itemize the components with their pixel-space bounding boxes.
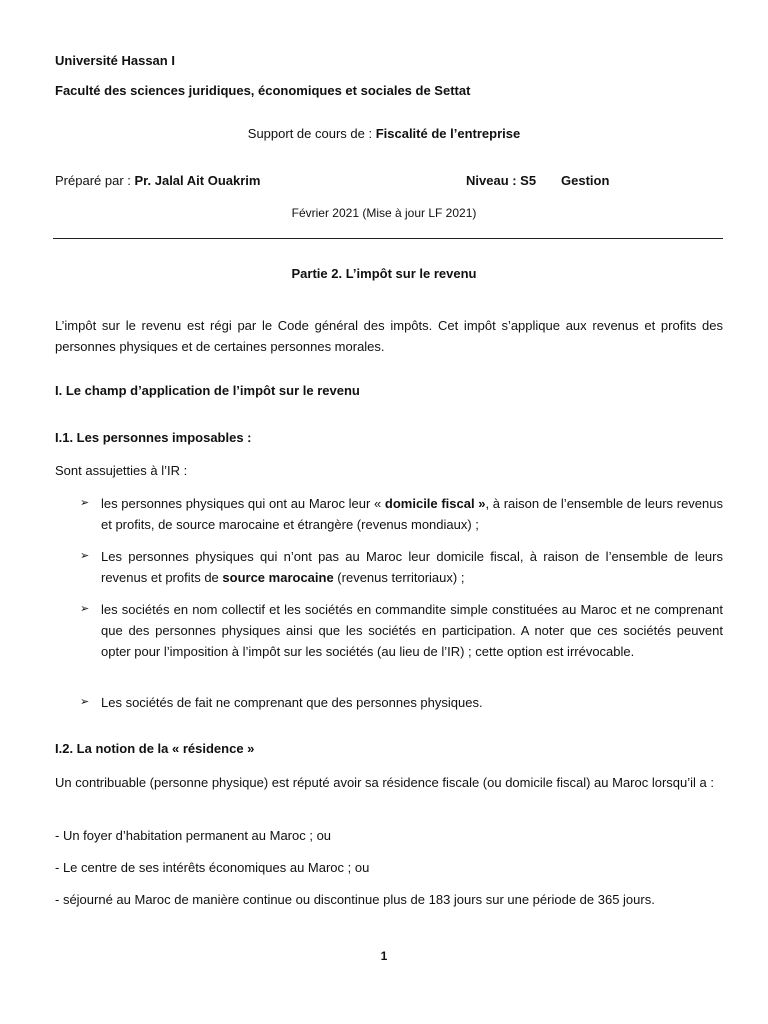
arrow-bullet-icon: ➢ <box>80 696 90 708</box>
prepared-prefix: Préparé par : <box>55 173 135 188</box>
page-number: 1 <box>380 949 388 963</box>
list-item-text: les personnes physiques qui ont au Maroc leur « domicile fiscal », à raison de l’ensemble de leurs revenus et profits, de source marocaine et étrangère (revenus mondiaux) ; <box>101 496 723 532</box>
level-label: Niveau : S5 <box>466 173 537 188</box>
prepared-by-line <box>55 173 260 189</box>
list-item-text: Les personnes physiques qui n’ont pas au Maroc leur domicile fiscal, à raison de l’ensemble de leurs revenus et profits de source marocaine (revenus territoriaux) ; <box>101 549 723 585</box>
subject-line: Sont assujetties à l’IR : <box>55 463 188 478</box>
faculty-name: Faculté des sciences juridiques, économiques et sociales de Settat <box>55 83 471 98</box>
condition-item: - Le centre de ses intérêts économiques au Maroc ; ou <box>55 860 370 875</box>
list-item <box>80 493 723 535</box>
condition-item: - Un foyer d’habitation permanent au Maroc ; ou <box>55 828 332 843</box>
course-title: Fiscalité de l’entreprise <box>375 126 521 141</box>
course-line <box>0 126 768 142</box>
course-prefix: Support de cours de : <box>247 126 376 141</box>
author-name: Pr. Jalal Ait Ouakrim <box>134 173 261 188</box>
arrow-bullet-icon: ➢ <box>80 550 90 562</box>
list-item-text: Les sociétés de fait ne comprenant que des personnes physiques. <box>101 695 483 710</box>
header-divider <box>53 238 723 239</box>
residence-paragraph: Un contribuable (personne physique) est réputé avoir sa résidence fiscale (ou domicile fiscal) au Maroc lorsqu’il a : <box>55 775 714 790</box>
arrow-bullet-icon: ➢ <box>80 603 90 615</box>
intro-paragraph: L’impôt sur le revenu est régi par le Code général des impôts. Cet impôt s’applique aux revenus et profits des personnes physiques et de certaines personnes morales. <box>55 318 723 354</box>
date-line: Février 2021 (Mise à jour LF 2021) <box>291 206 477 220</box>
field-label: Gestion <box>561 173 610 188</box>
list-item <box>80 599 723 662</box>
list-item-text: les sociétés en nom collectif et les sociétés en commandite simple constituées au Maroc et ne comprenant que des personnes physiques ainsi que les sociétés en participation. A noter que ces sociétés peuvent opter pour l’imposition à l’impôt sur les sociétés (au lieu de l’IR) ; cette option est irrévocable. <box>101 602 723 659</box>
list-item <box>80 692 723 713</box>
list-item <box>80 546 723 588</box>
subsection-1-2-title: I.2. La notion de la « résidence » <box>55 741 255 756</box>
section-1-title: I. Le champ d’application de l’impôt sur le revenu <box>55 383 360 398</box>
part-title: Partie 2. L’impôt sur le revenu <box>291 266 477 281</box>
university-name: Université Hassan I <box>55 53 175 68</box>
condition-item: - séjourné au Maroc de manière continue ou discontinue plus de 183 jours sur une période de 365 jours. <box>55 892 655 907</box>
subsection-1-1-title: I.1. Les personnes imposables : <box>55 430 252 445</box>
arrow-bullet-icon: ➢ <box>80 497 90 509</box>
